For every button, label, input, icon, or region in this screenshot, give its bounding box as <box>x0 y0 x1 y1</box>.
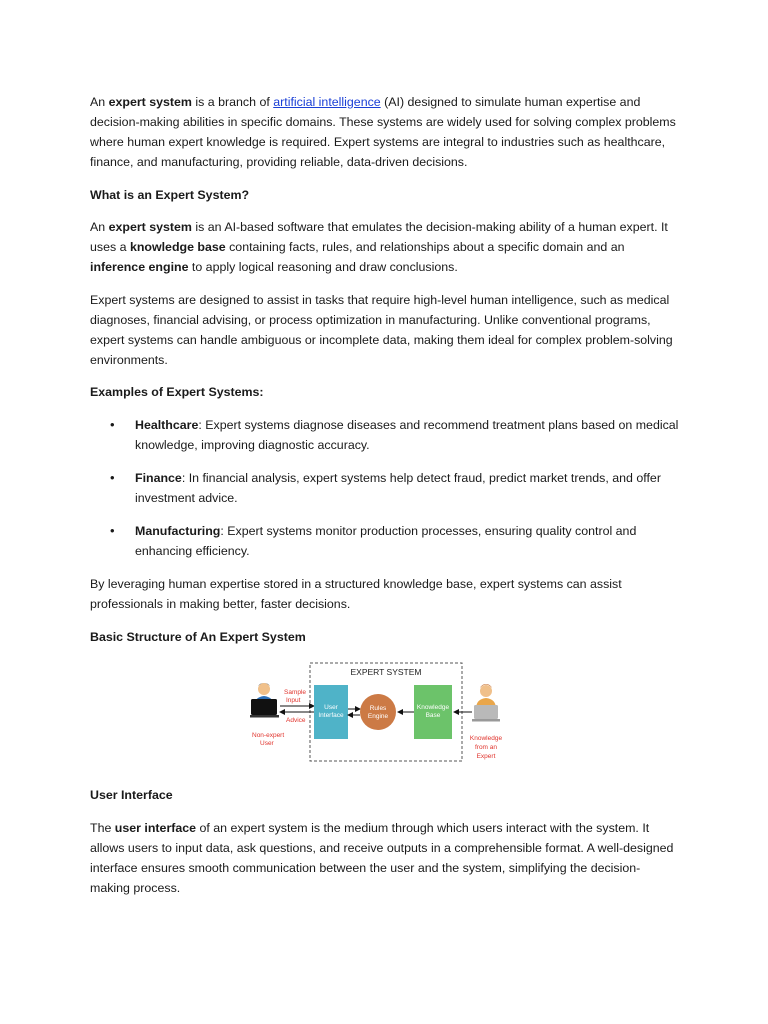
expert-laptop-icon <box>474 705 498 719</box>
advice-label: Advice <box>286 717 306 725</box>
non-expert-label-line1: Non-expert <box>252 732 285 740</box>
rules-engine-label-line2: Engine <box>367 713 389 721</box>
def-text-3: containing facts, rules, and relationships about a specific domain and an <box>225 240 625 255</box>
knowledge-base-label-line2: Base <box>425 712 441 720</box>
user-interface-label-line1: User <box>324 704 338 712</box>
knowledge-base-label-line1: Knowledge <box>416 704 450 712</box>
ui-text-1: The <box>90 820 115 835</box>
intro-text-3: (AI) designed to simulate human expertise and decision-making abilities in specific domains. These systems are widely used for solving complex problems where human expert knowledge is required. Expert systems are integral to industries such as healthcare, finance, and manufacturing, providing reliable, data-driven decisions. <box>90 95 676 169</box>
artificial-intelligence-link[interactable]: artificial intelligence <box>273 95 381 109</box>
closing-paragraph: By leveraging human expertise stored in a structured knowledge base, expert systems can assist professionals in making better, faster decisions. <box>90 576 622 611</box>
purpose-paragraph: Expert systems are designed to assist in tasks that require high-level human intelligence, such as medical diagnoses, financial advising, or process optimization in manufacturing. Unlike conventional programs, expert systems can handle ambiguous or incomplete data, making them ideal for complex problem-solving environments. <box>90 292 673 367</box>
document-page <box>90 92 680 910</box>
ui-text-2: of an expert system is the medium through which users interact with the system. It allows users to input data, ask questions, and receive outputs in a comprehensible format. A well-designed interface ensures smooth communication between the user and the system, simplifying the decision-making process. <box>90 820 674 895</box>
examples-list <box>90 415 680 561</box>
user-interface-heading: User Interface <box>90 788 173 803</box>
rules-engine-circle <box>360 694 396 730</box>
expert-label-line3: Expert <box>476 753 496 761</box>
definition-paragraph <box>90 217 680 277</box>
def-bold-knowledge-base: knowledge base <box>129 240 226 255</box>
intro-bold-expert-system: expert system <box>108 95 192 109</box>
list-item <box>90 468 680 508</box>
expert-label-line1: Knowledge <box>469 735 503 743</box>
rules-engine-label-line1: Rules <box>369 705 387 713</box>
example-text: : Expert systems diagnose diseases and recommend treatment plans based on medical knowledge, improving diagnostic accuracy. <box>135 417 679 452</box>
non-expert-user-icon <box>250 683 279 718</box>
example-label: Healthcare <box>135 417 199 432</box>
example-text: : Expert systems monitor production processes, ensuring quality control and enhancing efficiency. <box>135 523 637 558</box>
example-label: Finance <box>135 470 182 485</box>
expert-system-diagram <box>250 659 510 771</box>
diagram-svg <box>250 659 510 771</box>
expert-label-line2: from an <box>474 744 498 752</box>
user-interface-label-line2: Interface <box>318 712 344 720</box>
sample-input-label-line1: Sample <box>284 689 307 697</box>
list-item <box>90 521 680 561</box>
user-interface-paragraph <box>90 818 680 898</box>
examples-heading: Examples of Expert Systems: <box>90 385 264 400</box>
def-text-1: An <box>90 220 109 235</box>
intro-paragraph <box>90 92 680 172</box>
def-bold-expert-system: expert system <box>108 220 192 235</box>
list-item <box>90 415 680 455</box>
diagram-title: EXPERT SYSTEM <box>350 667 422 678</box>
what-is-heading: What is an Expert System? <box>90 187 250 202</box>
laptop-icon <box>251 699 277 715</box>
sample-input-label-line2: Input <box>286 697 301 705</box>
ui-bold-user-interface: user interface <box>114 820 197 835</box>
structure-heading: Basic Structure of An Expert System <box>90 629 306 644</box>
def-bold-inference-engine: inference engine <box>90 260 189 275</box>
intro-text-1: An <box>90 95 109 109</box>
def-text-2: is an AI-based software that emulates the decision-making ability of a human expert. It uses a <box>90 220 668 255</box>
def-text-4: to apply logical reasoning and draw conclusions. <box>188 260 458 275</box>
non-expert-label-line2: User <box>260 740 274 748</box>
example-text: : In financial analysis, expert systems help detect fraud, predict market trends, and offer investment advice. <box>135 470 661 505</box>
expert-icon <box>472 684 500 722</box>
example-label: Manufacturing <box>135 523 221 538</box>
intro-text-2: is a branch of <box>191 95 274 109</box>
